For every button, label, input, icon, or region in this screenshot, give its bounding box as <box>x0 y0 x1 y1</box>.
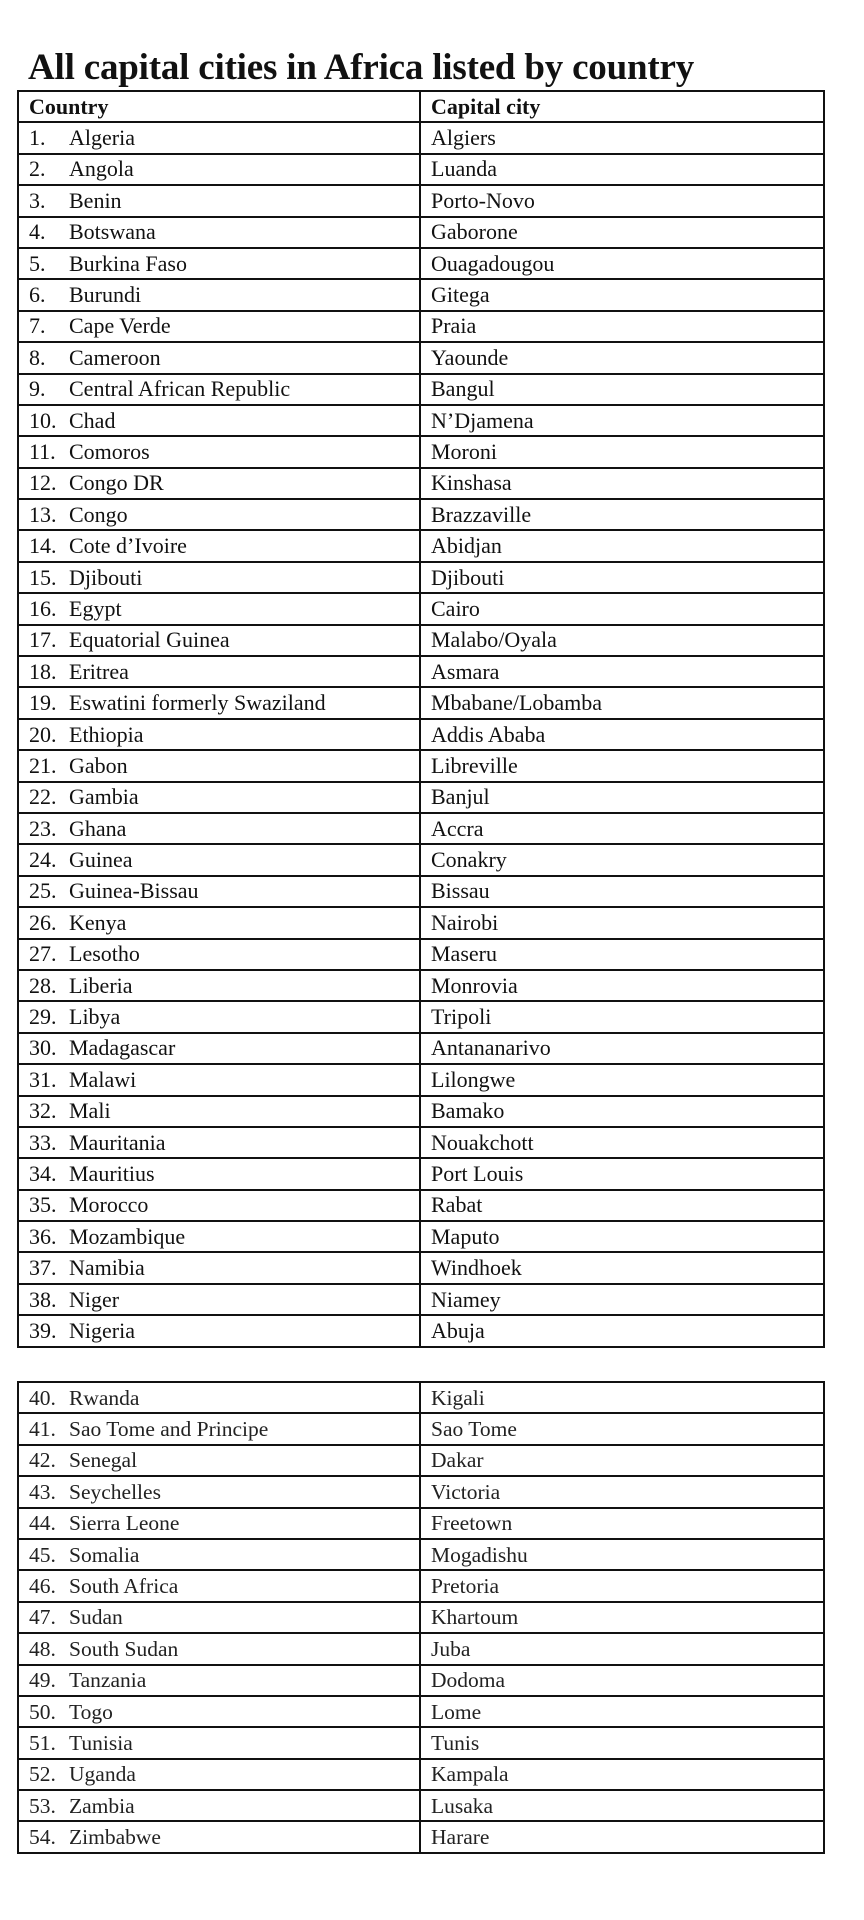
table-row <box>18 1284 824 1315</box>
table-row <box>18 970 824 1001</box>
capital-cell: Abuja <box>420 1315 824 1346</box>
capital-cell: Nairobi <box>420 907 824 938</box>
country-name: Eritrea <box>69 658 129 684</box>
row-number: 36. <box>29 1223 57 1249</box>
country-cell <box>18 939 420 970</box>
country-name: South Sudan <box>69 1636 179 1661</box>
country-name: Tunisia <box>69 1730 133 1755</box>
row-number: 24. <box>29 847 57 873</box>
capital-cell: Monrovia <box>420 970 824 1001</box>
country-name: Senegal <box>69 1448 138 1473</box>
capital-cell: Nouakchott <box>420 1127 824 1158</box>
capital-cell: Praia <box>420 311 824 342</box>
capital-cell: Libreville <box>420 750 824 781</box>
country-name: Central African Republic <box>69 376 291 402</box>
table-row <box>18 1602 824 1633</box>
row-number: 19. <box>29 690 57 716</box>
capital-cell: Maputo <box>420 1221 824 1252</box>
country-cell <box>18 279 420 310</box>
country-name: Morocco <box>69 1192 149 1218</box>
table-row <box>18 1696 824 1727</box>
country-cell <box>18 1252 420 1283</box>
country-name: Ethiopia <box>69 721 144 747</box>
country-cell <box>18 1096 420 1127</box>
table-row <box>18 1413 824 1444</box>
country-name: Mali <box>69 1098 111 1124</box>
country-cell <box>18 499 420 530</box>
table-row <box>18 1821 824 1852</box>
table-row <box>18 342 824 373</box>
table-row <box>18 1252 824 1283</box>
capital-cell: Brazzaville <box>420 499 824 530</box>
table-row <box>18 750 824 781</box>
capital-cell: Porto-Novo <box>420 185 824 216</box>
country-cell <box>18 1413 420 1444</box>
row-number: 13. <box>29 501 57 527</box>
table-row <box>18 593 824 624</box>
country-name: Gambia <box>69 784 139 810</box>
table-row <box>18 1033 824 1064</box>
capital-cell: Juba <box>420 1633 824 1664</box>
row-number: 50. <box>29 1699 56 1724</box>
row-number: 48. <box>29 1636 56 1661</box>
table-row <box>18 1096 824 1127</box>
country-cell <box>18 1696 420 1727</box>
country-cell <box>18 782 420 813</box>
country-cell <box>18 1064 420 1095</box>
capital-cell: Antananarivo <box>420 1033 824 1064</box>
table-row <box>18 1790 824 1821</box>
country-name: Benin <box>69 187 122 213</box>
capital-cell: Niamey <box>420 1284 824 1315</box>
capital-cell: Moroni <box>420 436 824 467</box>
row-number: 33. <box>29 1129 57 1155</box>
capital-cell: Luanda <box>420 154 824 185</box>
country-cell <box>18 1821 420 1852</box>
capital-cell: Kinshasa <box>420 468 824 499</box>
row-number: 35. <box>29 1192 57 1218</box>
country-name: Burkina Faso <box>69 250 187 276</box>
table-row <box>18 1476 824 1507</box>
country-cell <box>18 844 420 875</box>
capital-cell: Bangul <box>420 374 824 405</box>
country-name: Djibouti <box>69 564 143 590</box>
capital-cell: Rabat <box>420 1190 824 1221</box>
capital-cell: Cairo <box>420 593 824 624</box>
row-number: 28. <box>29 972 57 998</box>
country-cell <box>18 750 420 781</box>
table-row <box>18 1633 824 1664</box>
country-name: Sao Tome and Principe <box>69 1417 269 1442</box>
table-row <box>18 1539 824 1570</box>
country-name: Lesotho <box>69 941 140 967</box>
table-row <box>18 530 824 561</box>
country-name: Namibia <box>69 1255 145 1281</box>
row-number: 9. <box>29 376 46 402</box>
table-row <box>18 687 824 718</box>
row-number: 10. <box>29 407 57 433</box>
country-cell <box>18 1570 420 1601</box>
capitals-table-part-1 <box>17 90 825 1348</box>
table-row <box>18 844 824 875</box>
country-cell <box>18 405 420 436</box>
country-cell <box>18 1508 420 1539</box>
capital-cell: Abidjan <box>420 530 824 561</box>
country-cell <box>18 468 420 499</box>
table-row <box>18 1158 824 1189</box>
row-number: 25. <box>29 878 57 904</box>
table-row <box>18 876 824 907</box>
capital-cell: Kampala <box>420 1759 824 1790</box>
country-name: Gabon <box>69 752 128 778</box>
capital-cell: Tunis <box>420 1727 824 1758</box>
capitals-table-body-part-2 <box>18 1382 824 1853</box>
country-name: Angola <box>69 156 134 182</box>
country-cell <box>18 1633 420 1664</box>
row-number: 26. <box>29 909 57 935</box>
capital-cell: Dodoma <box>420 1665 824 1696</box>
country-name: Niger <box>69 1286 120 1312</box>
table-row <box>18 154 824 185</box>
country-cell <box>18 1790 420 1821</box>
table-row <box>18 1382 824 1413</box>
country-cell <box>18 593 420 624</box>
country-cell <box>18 154 420 185</box>
capital-cell: Lusaka <box>420 1790 824 1821</box>
capital-cell: Accra <box>420 813 824 844</box>
country-cell <box>18 1759 420 1790</box>
row-number: 53. <box>29 1793 56 1818</box>
row-number: 47. <box>29 1605 56 1630</box>
table-row <box>18 374 824 405</box>
table-row <box>18 405 824 436</box>
country-cell <box>18 1602 420 1633</box>
capital-cell: N’Djamena <box>420 405 824 436</box>
country-name: Congo <box>69 501 128 527</box>
capital-cell: Lilongwe <box>420 1064 824 1095</box>
country-name: Libya <box>69 1004 121 1030</box>
table-row <box>18 185 824 216</box>
capital-cell: Djibouti <box>420 562 824 593</box>
table-row <box>18 1190 824 1221</box>
table-row <box>18 1759 824 1790</box>
row-number: 37. <box>29 1255 57 1281</box>
country-name: Congo DR <box>69 470 164 496</box>
country-cell <box>18 374 420 405</box>
table-row <box>18 311 824 342</box>
table-row <box>18 1727 824 1758</box>
country-cell <box>18 1221 420 1252</box>
country-name: Chad <box>69 407 116 433</box>
country-name: Botswana <box>69 219 156 245</box>
row-number: 29. <box>29 1004 57 1030</box>
table-row <box>18 279 824 310</box>
table-row <box>18 1445 824 1476</box>
country-name: Mauritania <box>69 1129 166 1155</box>
row-number: 51. <box>29 1730 56 1755</box>
table-row <box>18 1508 824 1539</box>
table-row <box>18 907 824 938</box>
capital-cell: Addis Ababa <box>420 719 824 750</box>
capital-cell: Gaborone <box>420 217 824 248</box>
capital-cell: Lome <box>420 1696 824 1727</box>
country-name: Cote d’Ivoire <box>69 533 187 559</box>
row-number: 3. <box>29 187 46 213</box>
row-number: 14. <box>29 533 57 559</box>
capital-cell: Khartoum <box>420 1602 824 1633</box>
row-number: 5. <box>29 250 46 276</box>
country-cell <box>18 1158 420 1189</box>
country-cell <box>18 530 420 561</box>
country-cell <box>18 719 420 750</box>
capital-cell: Bissau <box>420 876 824 907</box>
country-cell <box>18 562 420 593</box>
row-number: 11. <box>29 438 56 464</box>
capital-cell: Mogadishu <box>420 1539 824 1570</box>
country-name: Guinea <box>69 847 133 873</box>
capital-cell: Windhoek <box>420 1252 824 1283</box>
table-row <box>18 499 824 530</box>
capital-cell: Conakry <box>420 844 824 875</box>
table-row <box>18 813 824 844</box>
table-row <box>18 1001 824 1032</box>
country-name: Eswatini formerly Swaziland <box>69 690 326 716</box>
table-row <box>18 939 824 970</box>
table-row <box>18 656 824 687</box>
country-cell <box>18 1001 420 1032</box>
country-cell <box>18 185 420 216</box>
row-number: 8. <box>29 344 46 370</box>
table-header-row <box>18 91 824 122</box>
row-number: 34. <box>29 1160 57 1186</box>
country-name: Equatorial Guinea <box>69 627 230 653</box>
country-cell <box>18 656 420 687</box>
country-cell <box>18 248 420 279</box>
country-name: Nigeria <box>69 1317 135 1343</box>
capital-column-header: Capital city <box>420 91 824 122</box>
country-cell <box>18 217 420 248</box>
row-number: 15. <box>29 564 57 590</box>
country-name: South Africa <box>69 1574 179 1599</box>
capital-cell: Yaounde <box>420 342 824 373</box>
country-name: Kenya <box>69 909 127 935</box>
table-row <box>18 122 824 153</box>
capital-cell: Algiers <box>420 122 824 153</box>
country-cell <box>18 813 420 844</box>
country-cell <box>18 970 420 1001</box>
row-number: 21. <box>29 752 57 778</box>
table-row <box>18 1064 824 1095</box>
row-number: 27. <box>29 941 57 967</box>
capital-cell: Sao Tome <box>420 1413 824 1444</box>
capital-cell: Dakar <box>420 1445 824 1476</box>
country-name: Tanzania <box>69 1668 147 1693</box>
country-name: Algeria <box>69 125 135 151</box>
country-cell <box>18 342 420 373</box>
country-name: Sudan <box>69 1605 123 1630</box>
country-name: Mauritius <box>69 1160 155 1186</box>
row-number: 45. <box>29 1542 56 1567</box>
country-name: Mozambique <box>69 1223 186 1249</box>
row-number: 52. <box>29 1762 56 1787</box>
capital-cell: Pretoria <box>420 1570 824 1601</box>
row-number: 6. <box>29 282 46 308</box>
capital-cell: Kigali <box>420 1382 824 1413</box>
country-cell <box>18 1315 420 1346</box>
row-number: 12. <box>29 470 57 496</box>
country-cell <box>18 625 420 656</box>
row-number: 32. <box>29 1098 57 1124</box>
table-row <box>18 436 824 467</box>
country-cell <box>18 1445 420 1476</box>
row-number: 40. <box>29 1385 56 1410</box>
country-cell <box>18 876 420 907</box>
country-cell <box>18 1727 420 1758</box>
country-cell <box>18 122 420 153</box>
table-row <box>18 468 824 499</box>
row-number: 22. <box>29 784 57 810</box>
capital-cell: Tripoli <box>420 1001 824 1032</box>
country-name: Rwanda <box>69 1385 140 1410</box>
table-row <box>18 248 824 279</box>
table-row <box>18 1127 824 1158</box>
capital-cell: Ouagadougou <box>420 248 824 279</box>
capital-cell: Victoria <box>420 1476 824 1507</box>
country-name: Seychelles <box>69 1479 161 1504</box>
row-number: 39. <box>29 1317 57 1343</box>
country-cell <box>18 1665 420 1696</box>
capital-cell: Malabo/Oyala <box>420 625 824 656</box>
country-cell <box>18 687 420 718</box>
country-name: Sierra Leone <box>69 1511 180 1536</box>
capital-cell: Port Louis <box>420 1158 824 1189</box>
table-row <box>18 217 824 248</box>
capital-cell: Asmara <box>420 656 824 687</box>
country-name: Comoros <box>69 438 150 464</box>
row-number: 16. <box>29 595 57 621</box>
table-row <box>18 782 824 813</box>
country-name: Liberia <box>69 972 133 998</box>
row-number: 18. <box>29 658 57 684</box>
table-row <box>18 1570 824 1601</box>
capital-cell: Maseru <box>420 939 824 970</box>
row-number: 4. <box>29 219 46 245</box>
row-number: 17. <box>29 627 57 653</box>
capital-cell: Banjul <box>420 782 824 813</box>
country-name: Togo <box>69 1699 113 1724</box>
table-row <box>18 562 824 593</box>
row-number: 43. <box>29 1479 56 1504</box>
row-number: 38. <box>29 1286 57 1312</box>
row-number: 46. <box>29 1574 56 1599</box>
row-number: 23. <box>29 815 57 841</box>
country-column-header: Country <box>18 91 420 122</box>
country-cell <box>18 1033 420 1064</box>
country-name: Ghana <box>69 815 127 841</box>
capitals-table-body-part-1 <box>18 122 824 1346</box>
table-row <box>18 625 824 656</box>
country-cell <box>18 1284 420 1315</box>
country-name: Guinea-Bissau <box>69 878 199 904</box>
country-cell <box>18 907 420 938</box>
capitals-table-part-2 <box>17 1381 825 1854</box>
row-number: 30. <box>29 1035 57 1061</box>
country-name: Madagascar <box>69 1035 176 1061</box>
country-name: Zambia <box>69 1793 135 1818</box>
country-name: Cameroon <box>69 344 161 370</box>
country-name: Cape Verde <box>69 313 171 339</box>
table-row <box>18 719 824 750</box>
row-number: 54. <box>29 1825 56 1850</box>
capital-cell: Gitega <box>420 279 824 310</box>
table-row <box>18 1315 824 1346</box>
row-number: 7. <box>29 313 46 339</box>
country-cell <box>18 1382 420 1413</box>
country-cell <box>18 436 420 467</box>
country-name: Egypt <box>69 595 122 621</box>
row-number: 1. <box>29 125 46 151</box>
country-name: Burundi <box>69 282 142 308</box>
page-title: All capital cities in Africa listed by country <box>28 47 694 88</box>
table-row <box>18 1221 824 1252</box>
capital-cell: Bamako <box>420 1096 824 1127</box>
row-number: 44. <box>29 1511 56 1536</box>
country-name: Uganda <box>69 1762 136 1787</box>
row-number: 49. <box>29 1668 56 1693</box>
table-row <box>18 1665 824 1696</box>
country-cell <box>18 1127 420 1158</box>
country-cell <box>18 311 420 342</box>
capital-cell: Mbabane/Lobamba <box>420 687 824 718</box>
capital-cell: Freetown <box>420 1508 824 1539</box>
country-name: Malawi <box>69 1066 137 1092</box>
row-number: 2. <box>29 156 46 182</box>
row-number: 42. <box>29 1448 56 1473</box>
country-name: Zimbabwe <box>69 1825 161 1850</box>
row-number: 41. <box>29 1417 56 1442</box>
capital-cell: Harare <box>420 1821 824 1852</box>
country-cell <box>18 1539 420 1570</box>
row-number: 31. <box>29 1066 57 1092</box>
row-number: 20. <box>29 721 57 747</box>
country-cell <box>18 1190 420 1221</box>
country-name: Somalia <box>69 1542 140 1567</box>
country-cell <box>18 1476 420 1507</box>
